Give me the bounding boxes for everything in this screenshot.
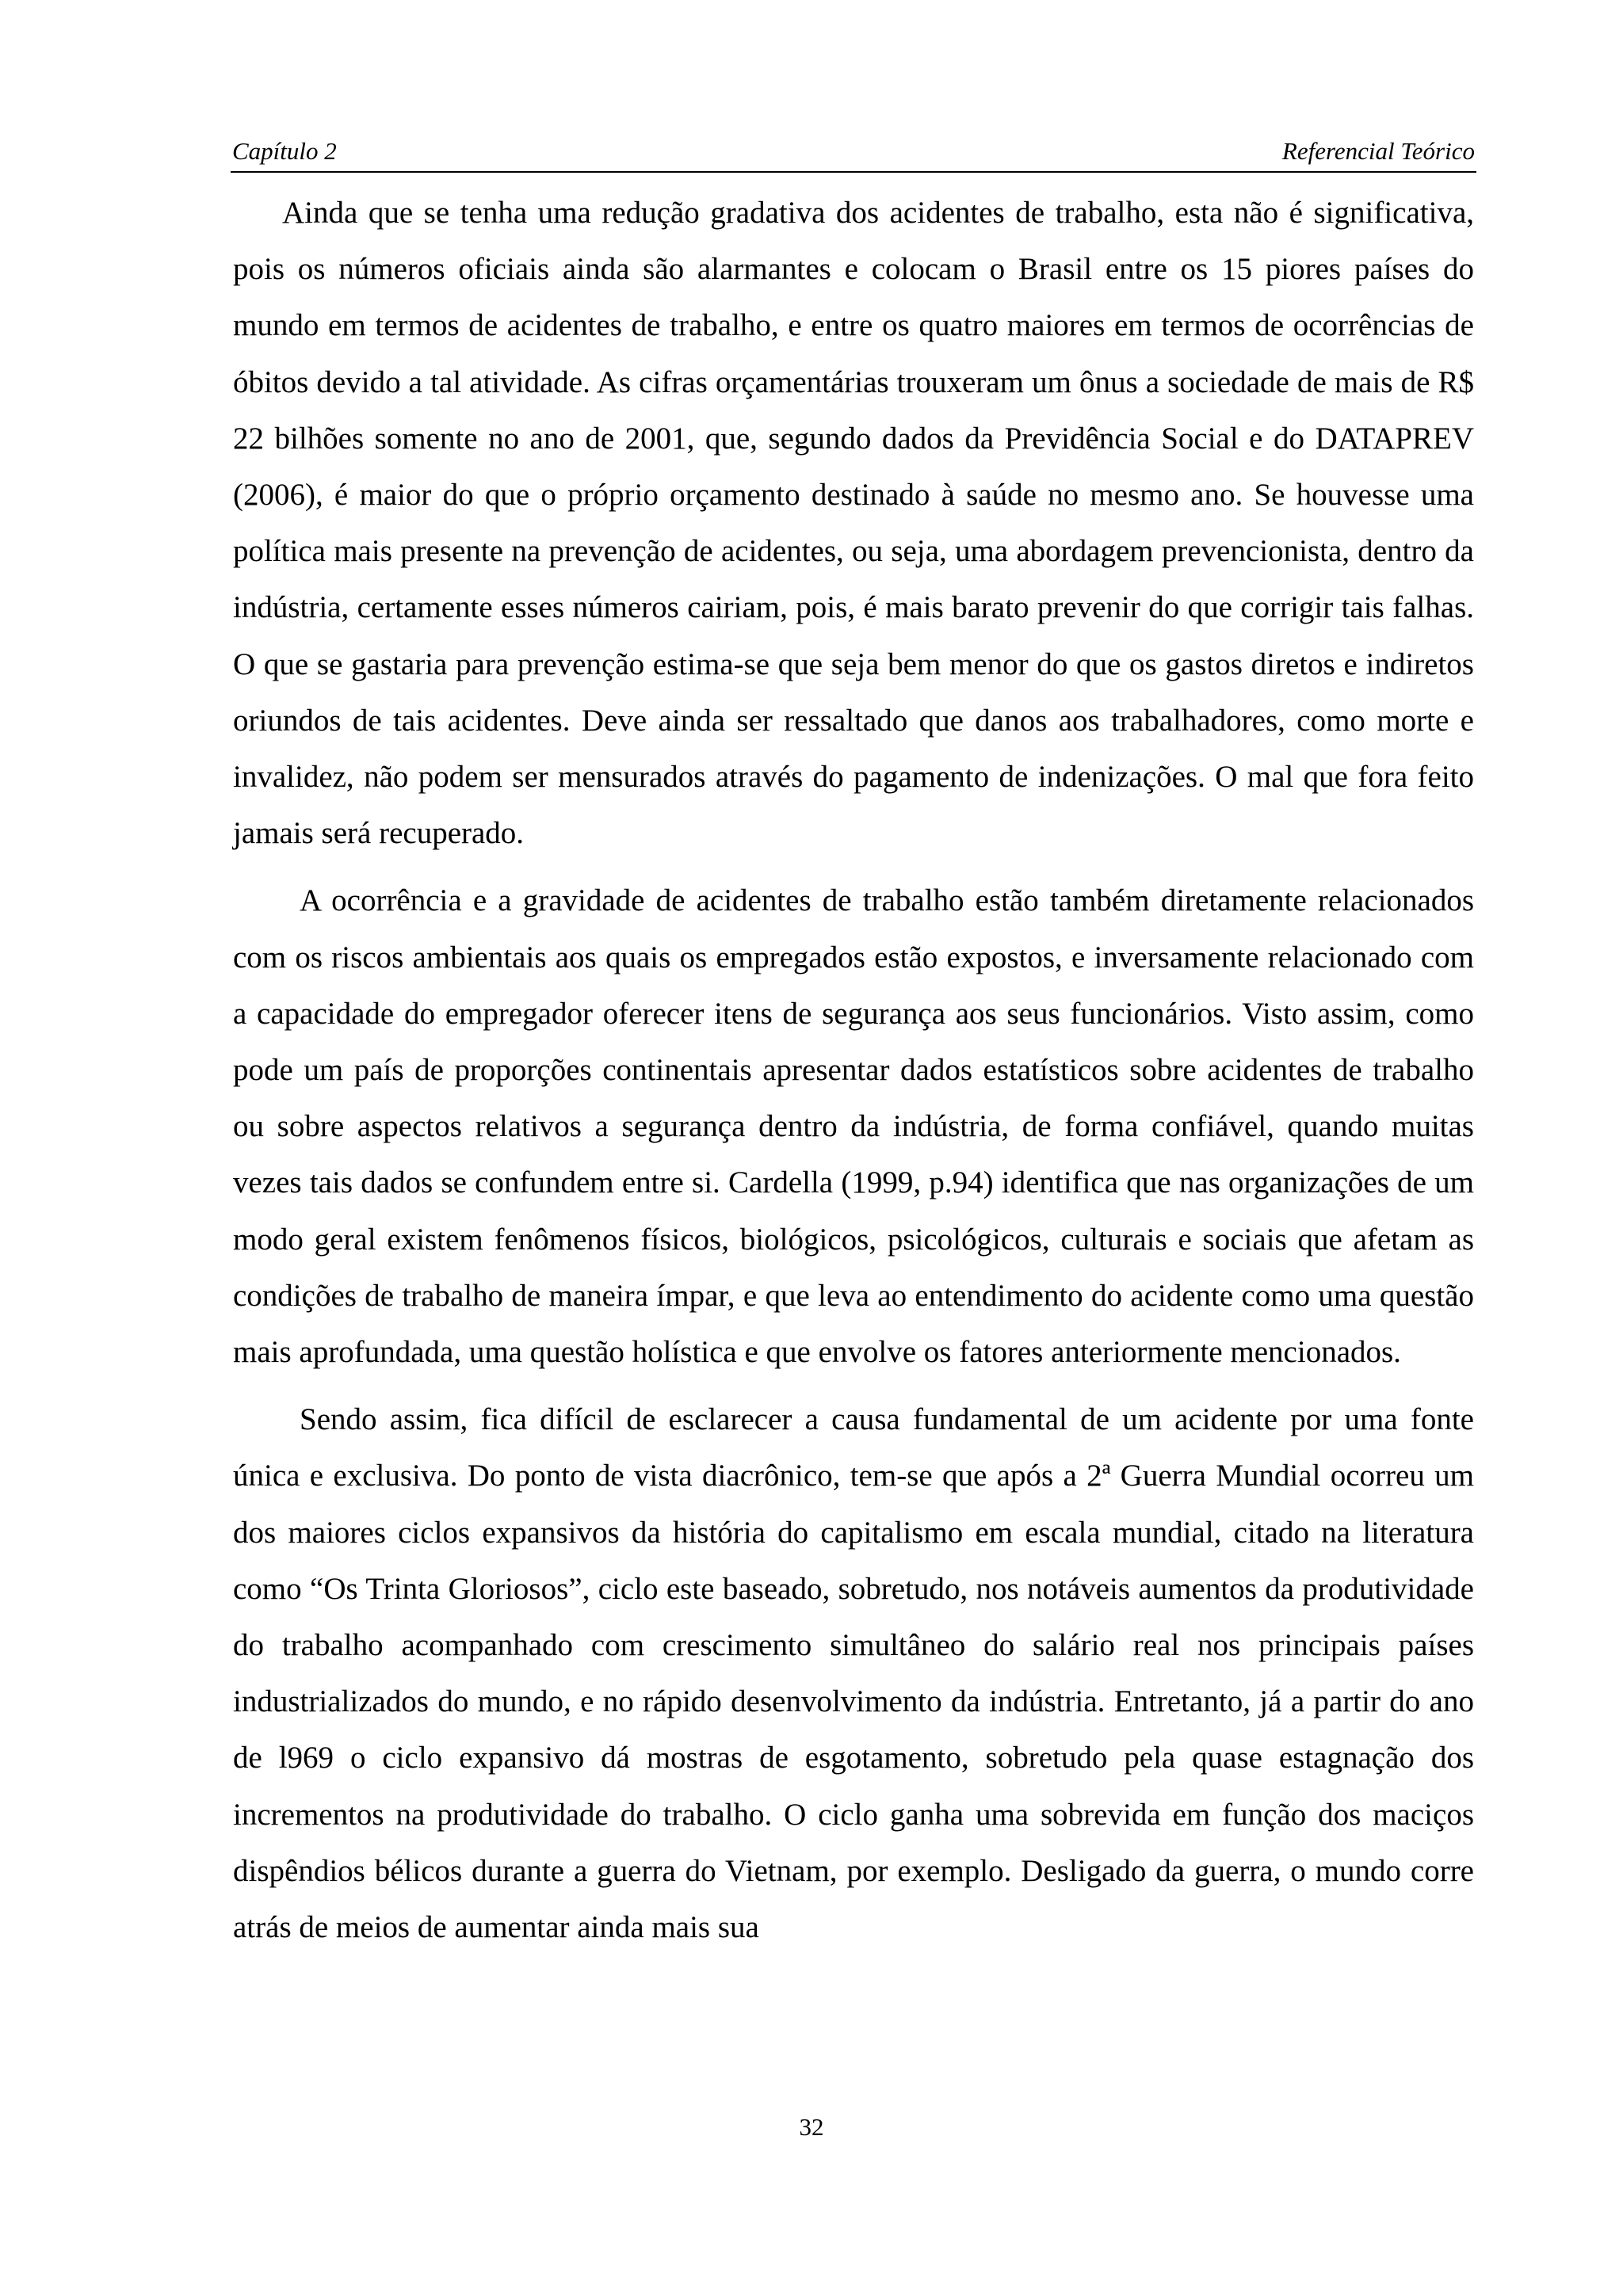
body-text — [233, 185, 1474, 1955]
paragraph-2: A ocorrência e a gravidade de acidentes de trabalho estão também diretamente relacionados com os riscos ambientais aos quais os empregados estão expostos, e inversamente relacionado com a capacidade do empregador oferecer itens de segurança aos seus funcionários. Visto assim, como pode um país de proporções continentais apresentar dados estatísticos sobre acidentes de trabalho ou sobre aspectos relativos a segurança dentro da indústria, de forma confiável, quando muitas vezes tais dados se confundem entre si. Cardella (1999, p.94) identifica que nas organizações de um modo geral existem fenômenos físicos, biológicos, psicológicos, culturais e sociais que afetam as condições de trabalho de maneira ímpar, e que leva ao entendimento do acidente como uma questão mais aprofundada, uma questão holística e que envolve os fatores anteriormente mencionados. — [233, 883, 1474, 1370]
paragraph-3: Sendo assim, fica difícil de esclarecer a causa fundamental de um acidente por uma fonte única e exclusiva. Do ponto de vista diacrônico, tem-se que após a 2ª Guerra Mundial ocorreu um dos maiores ciclos expansivos da história do capitalismo em escala mundial, citado na literatura como “Os Trinta Gloriosos”, ciclo este baseado, sobretudo, nos notáveis aumentos da produtividade do trabalho acompanhado com crescimento simultâneo do salário real nos principais países industrializados do mundo, e no rápido desenvolvimento da indústria. Entretanto, já a partir do ano de l969 o ciclo expansivo dá mostras de esgotamento, sobretudo pela quase estagnação dos incrementos na produtividade do trabalho. O ciclo ganha uma sobrevida em função dos maciços dispêndios bélicos durante a guerra do Vietnam, por exemplo. Desligado da guerra, o mundo corre atrás de meios de aumentar ainda mais sua — [233, 1402, 1474, 1945]
running-header — [231, 132, 1476, 173]
section-label: Referencial Teórico — [1281, 137, 1475, 165]
chapter-label: Capítulo 2 — [232, 137, 337, 165]
page-number: 32 — [799, 2113, 824, 2141]
paragraph-1: Ainda que se tenha uma redução gradativa dos acidentes de trabalho, esta não é significativa, pois os números oficiais ainda são alarmantes e colocam o Brasil entre os 15 piores países do mundo em termos de acidentes de trabalho, e entre os quatro maiores em termos de ocorrências de óbitos devido a tal atividade. As cifras orçamentárias trouxeram um ônus a sociedade de mais de R$ 22 bilhões somente no ano de 2001, que, segundo dados da Previdência Social e do DATAPREV (2006), é maior do que o próprio orçamento destinado à saúde no mesmo ano. Se houvesse uma política mais presente na prevenção de acidentes, ou seja, uma abordagem prevencionista, dentro da indústria, certamente esses números cairiam, pois, é mais barato prevenir do que corrigir tais falhas. O que se gastaria para prevenção estima-se que seja bem menor do que os gastos diretos e indiretos oriundos de tais acidentes. Deve ainda ser ressaltado que danos aos trabalhadores, como morte e invalidez, não podem ser mensurados através do pagamento de indenizações. O mal que fora feito jamais será recuperado. — [233, 196, 1474, 851]
